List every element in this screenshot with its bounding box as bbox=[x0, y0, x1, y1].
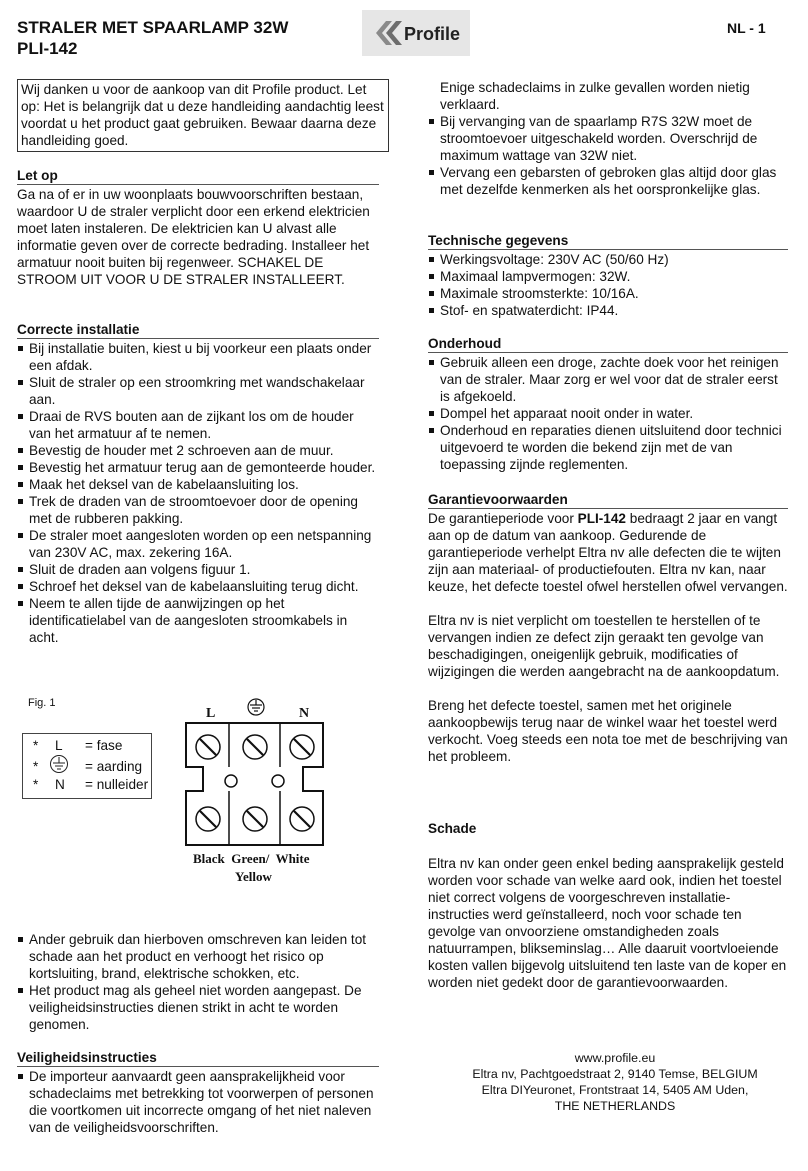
legend-text-aarding: = aarding bbox=[85, 759, 143, 774]
list-item: Onderhoud en reparaties dienen uitsluitend door technici uitgevoerd te worden die bekend zijn met de van toepassing zijnde reglementen. bbox=[428, 422, 788, 473]
heading-let-op: Let op bbox=[17, 167, 379, 185]
legend-star: * bbox=[33, 759, 39, 774]
list-item: Dompel het apparaat nooit onder in water. bbox=[428, 405, 788, 422]
footer-address-1: Eltra nv, Pachtgoedstraat 2, 9140 Temse, BELGIUM bbox=[472, 1067, 758, 1081]
earth-icon bbox=[49, 754, 69, 777]
garantie-paragraph-1 bbox=[428, 510, 788, 595]
footer-address-3: THE NETHERLANDS bbox=[554, 1099, 676, 1113]
terminal-block-diagram bbox=[183, 695, 333, 890]
earth-icon bbox=[248, 699, 264, 715]
section-installatie bbox=[17, 321, 379, 646]
profile-logo bbox=[362, 10, 470, 56]
list-item: Maximale stroomsterkte: 10/16A. bbox=[428, 285, 788, 302]
extra-list bbox=[17, 931, 379, 1033]
onderhoud-list bbox=[428, 354, 788, 473]
section-technisch bbox=[428, 232, 788, 319]
list-item: Bevestig de houder met 2 schroeven aan de muur. bbox=[17, 442, 379, 459]
section-veiligheid bbox=[17, 1049, 379, 1136]
intro-box bbox=[17, 79, 389, 152]
section-garantie bbox=[428, 491, 788, 765]
list-item: Bij vervanging van de spaarlamp R7S 32W moet de stroomtoevoer uitgeschakeld worden. Overschrijd de maximum wattage van 32W niet. bbox=[428, 113, 788, 164]
technisch-list bbox=[428, 251, 788, 319]
title-line-2: PLI-142 bbox=[17, 39, 78, 58]
heading-onderhoud: Onderhoud bbox=[428, 335, 788, 353]
legend-text-fase: = fase bbox=[85, 738, 123, 753]
list-item: De straler moet aangesloten worden op een netspanning van 230V AC, max. zekering 16A. bbox=[17, 527, 379, 561]
section-onderhoud bbox=[428, 335, 788, 473]
list-item: Bevestig het armatuur terug aan de gemonteerde houder. bbox=[17, 459, 379, 476]
heading-schade: Schade bbox=[428, 821, 477, 836]
list-item: Maak het deksel van de kabelaansluiting los. bbox=[17, 476, 379, 493]
legend-symbol-l: L bbox=[55, 738, 63, 753]
footer-website: www.profile.eu bbox=[574, 1051, 656, 1065]
legend-text-nulleider: = nulleider bbox=[85, 777, 149, 792]
list-item: Schroef het deksel van de kabelaansluiting terug dicht. bbox=[17, 578, 379, 595]
list-item: Werkingsvoltage: 230V AC (50/60 Hz) bbox=[428, 251, 788, 268]
schade-text: Eltra nv kan onder geen enkel beding aansprakelijk gesteld worden voor schade van welke aard ook, indien het toestel niet correct volgens de voorgeschreven installatie-instructies werd geïnstalleerd, noch voor schade ten gevolge van onvoorziene omstandigheden zoals natuurrampen, blikseminslag… Alle daaruit voortvloeiende kosten vallen bijgevolg uitsluitend ten laste van de koper en worden niet gedekt door de garantievoorwaarden. bbox=[428, 856, 787, 990]
garantie-text: De garantieperiode voor bbox=[428, 511, 578, 526]
heading-installatie: Correcte installatie bbox=[17, 321, 379, 339]
right-top-list bbox=[428, 113, 788, 198]
heading-veiligheid: Veiligheidsinstructies bbox=[17, 1049, 379, 1067]
garantie-paragraph-2: Eltra nv is niet verplicht om toestellen te herstellen of te vervangen indien ze defect zijn geraakt ten gevolge van beschadigingen, oneigenlijk gebruik, modificaties of wijzigingen die werden aangebracht na de aankoopdatum. bbox=[428, 613, 780, 679]
garantie-text: bedraagt 2 jaar en vangt aan op de datum van aankoop. Gedurende de garantieperiode verhelpt Eltra nv alle defecten die te wijten zijn aan materiaal- of productiefouten. Eltra nv kan, naar keuze, het defecte toestel ofwel herstellen ofwel vervangen. bbox=[428, 511, 788, 594]
document-title bbox=[17, 17, 288, 59]
section-let-op bbox=[17, 167, 379, 288]
heading-technisch: Technische gegevens bbox=[428, 232, 788, 250]
terminal-label-l: L bbox=[206, 706, 216, 721]
veiligheid-list bbox=[17, 1068, 379, 1136]
wiring-legend bbox=[22, 733, 152, 799]
heading-garantie: Garantievoorwaarden bbox=[428, 491, 788, 509]
list-item: Stof- en spatwaterdicht: IP44. bbox=[428, 302, 788, 319]
list-item: Gebruik alleen een droge, zachte doek voor het reinigen van de straler. Maar zorg er wel voor dat de straler eerst is afgekoeld. bbox=[428, 354, 788, 405]
footer-address-2: Eltra DIYeuronet, Frontstraat 14, 5405 AM Uden, bbox=[481, 1083, 749, 1097]
wire-colors-line-1: Black Green/ White bbox=[193, 851, 310, 866]
list-item: Sluit de draden aan volgens figuur 1. bbox=[17, 561, 379, 578]
list-item: Maximaal lampvermogen: 32W. bbox=[428, 268, 788, 285]
page-number: NL - 1 bbox=[727, 20, 766, 36]
legend-star: * bbox=[33, 777, 39, 792]
garantie-paragraph-3: Breng het defecte toestel, samen met het originele aankoopbewijs terug naar de winkel waar het toestel werd verkocht. Voeg steeds een nota toe met de beschrijving van het probleem. bbox=[428, 698, 788, 764]
model-number: PLI-142 bbox=[577, 511, 626, 526]
installatie-list bbox=[17, 340, 379, 646]
wire-colors-line-2: Yellow bbox=[235, 869, 272, 884]
list-item: Het product mag als geheel niet worden aangepast. De veiligheidsinstructies dienen strikt in acht te worden genomen. bbox=[17, 982, 379, 1033]
list-item: De importeur aanvaardt geen aansprakelijkheid voor schadeclaims met betrekking tot voorwerpen of personen die voortkomen uit incorrecte omgang of het niet naleven van de veiligheidsvoorschriften. bbox=[17, 1068, 379, 1136]
legend-star: * bbox=[33, 738, 39, 753]
section-extra-warnings bbox=[17, 931, 379, 1033]
list-item: Bij installatie buiten, kiest u bij voorkeur een plaats onder een afdak. bbox=[17, 340, 379, 374]
list-item: Draai de RVS bouten aan de zijkant los om de houder van het armatuur af te nemen. bbox=[17, 408, 379, 442]
figure-label: Fig. 1 bbox=[28, 697, 56, 709]
list-item: Neem te allen tijde de aanwijzingen op het identificatielabel van de aangesloten stroomkabels in acht. bbox=[17, 595, 379, 646]
list-item: Vervang een gebarsten of gebroken glas altijd door glas met dezelfde kenmerken als het oorspronkelijke glas. bbox=[428, 164, 788, 198]
continuation-text: Enige schadeclaims in zulke gevallen worden nietig verklaard. bbox=[440, 80, 750, 112]
list-item: Ander gebruik dan hierboven omschreven kan leiden tot schade aan het product en verhoogt het risico op kortsluiting, brand, elektrische schokken, etc. bbox=[17, 931, 379, 982]
footer-address bbox=[430, 1050, 800, 1114]
let-op-text: Ga na of er in uw woonplaats bouwvoorschriften bestaan, waardoor U de straler verplicht door een erkend elektricien moet laten instaleren. De elektricien kan U alvast alle informatie geven over de correcte bedrading. Installeer het armatuur nooit buiten bij regenweer. SCHAKEL DE STROOM UIT VOOR U DE STRALER INSTALLEERT. bbox=[17, 187, 370, 287]
list-item: Trek de draden van de stroomtoevoer door de opening met de rubberen pakking. bbox=[17, 493, 379, 527]
section-schade bbox=[428, 820, 788, 991]
section-right-top bbox=[428, 79, 788, 198]
intro-text: Wij danken u voor de aankoop van dit Profile product. Let op: Het is belangrijk dat u deze handleiding aandachtig leest voordat u het product gaat gebruiken. Bewaar daarna deze handleiding goed. bbox=[21, 82, 384, 148]
terminal-label-n: N bbox=[299, 706, 310, 721]
logo-text: Profile bbox=[404, 24, 461, 44]
list-item: Sluit de straler op een stroomkring met wandschakelaar aan. bbox=[17, 374, 379, 408]
title-line-1: STRALER MET SPAARLAMP 32W bbox=[17, 18, 289, 37]
legend-symbol-n: N bbox=[55, 777, 65, 792]
